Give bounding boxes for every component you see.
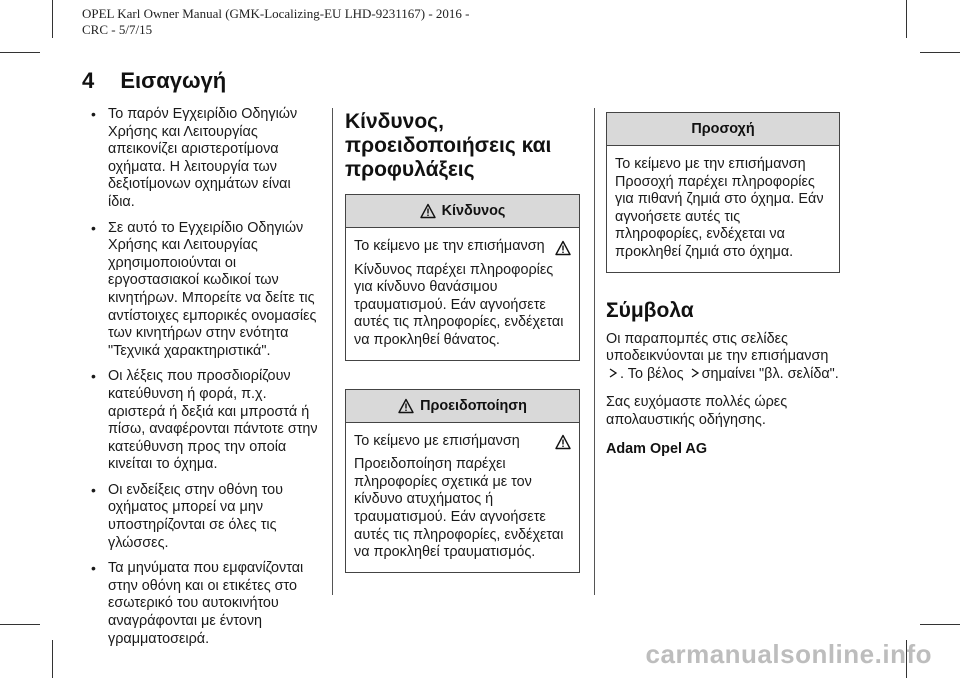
symbols-text-c: σημαίνει "βλ. σελίδα". <box>701 365 839 382</box>
warning-box <box>345 389 580 573</box>
arrow-right-icon <box>690 368 700 378</box>
warning-triangle-icon <box>555 434 571 450</box>
caution-box-body <box>607 146 839 272</box>
crop-mark-top-left-vertical <box>52 0 53 38</box>
bullet-text: Το παρόν Εγχειρίδιο Οδηγιών Χρήσης και Λειτουργίας απεικονίζει αριστεροτίμονα οχήματα. Η λειτουργία των δεξιοτίμονων οχημάτων είναι ίδια. <box>108 106 298 210</box>
list-item <box>88 560 320 648</box>
danger-box-title: Κίνδυνος <box>441 203 506 219</box>
print-meta-header <box>82 6 470 38</box>
column-2 <box>345 110 580 573</box>
danger-box-line-1: Το κείμενο με την επισήμανση <box>354 238 545 254</box>
crop-mark-bottom-right-horizontal <box>920 624 960 625</box>
bullet-icon: • <box>91 219 96 236</box>
column-1 <box>88 106 320 656</box>
print-meta-line-1: OPEL Karl Owner Manual (GMK-Localizing-EU LHD-9231167) - 2016 - <box>82 6 470 21</box>
bullet-icon: • <box>91 481 96 498</box>
danger-box-body <box>346 228 579 360</box>
danger-box-first-line <box>354 238 571 256</box>
signoff: Adam Opel AG <box>606 440 708 457</box>
warning-box-title: Προειδοποίηση <box>420 397 527 414</box>
list-item <box>88 368 320 474</box>
warning-box-header <box>346 390 579 423</box>
crop-mark-top-right-vertical <box>906 0 907 38</box>
warning-triangle-icon <box>555 240 571 256</box>
danger-box-header <box>346 195 579 228</box>
page-title <box>82 68 226 94</box>
bullet-text: Οι λέξεις που προσδιορίζουν κατεύθυνση ή φορά, π.χ. αριστερά ή δεξιά και μπροστά ή πίσω, αναφέρονται πάντοτε στην κατεύθυνση προς την οποία κινείται το όχημα. <box>108 368 318 473</box>
list-item <box>88 106 320 212</box>
print-meta-line-2: CRC - 5/7/15 <box>82 22 153 37</box>
watermark-text: carmanualsonline.info <box>645 639 932 669</box>
warning-box-line-1: Το κείμενο με επισήμανση <box>354 432 520 449</box>
danger-box-text: Κίνδυνος παρέχει πληροφορίες για κίνδυνο θανάσιμου τραυματισμού. Εάν αγνοήσετε αυτές τις πληροφορίες, ενδέχεται να προκληθεί θάνατος. <box>354 261 564 348</box>
caution-box <box>606 112 840 273</box>
warning-box-body <box>346 423 579 572</box>
arrow-right-icon <box>608 368 618 378</box>
warning-triangle-icon <box>420 203 436 219</box>
caution-box-text: Το κείμενο με την επισήμανση Προσοχή παρέχει πληροφορίες για πιθανή ζημιά στο όχημα. Εάν αγνοήσετε αυτές τις πληροφορίες, ενδέχεται να προκληθεί ζημιά στο όχημα. <box>615 156 824 260</box>
column-divider-right <box>594 108 595 595</box>
column-3 <box>606 112 840 457</box>
crop-mark-bottom-left-horizontal <box>0 624 40 625</box>
column-divider-left <box>332 108 333 595</box>
symbols-text-b: . Το βέλος <box>620 365 684 382</box>
danger-box <box>345 194 580 361</box>
symbols-paragraph <box>606 331 840 384</box>
caution-box-title: Προσοχή <box>691 121 755 137</box>
warning-box-first-line <box>354 433 571 451</box>
warning-box-text: Προειδοποίηση παρέχει πληροφορίες σχετικά με τον κίνδυνο ατυχήματος ή τραυματισμού. Εάν αγνοήσετε αυτές τις πληροφορίες, ενδέχεται να προκληθεί τραυματισμός. <box>354 456 564 561</box>
bullet-text: Οι ενδείξεις στην οθόνη του οχήματος μπορεί να μην υποστηρίζονται σε όλες τις γλώσσες. <box>108 481 283 551</box>
intro-bullet-list <box>88 106 320 648</box>
bullet-icon: • <box>91 368 96 385</box>
page-number: 4 <box>82 68 95 93</box>
section-title-symbols: Σύμβολα <box>606 298 694 322</box>
bullet-icon: • <box>91 106 96 122</box>
caution-box-header <box>607 113 839 146</box>
bullet-text: Τα μηνύματα που εμφανίζονται στην οθόνη και οι ετικέτες στο εσωτερικό του αυτοκινήτου αναγράφονται με έντονη γραμματοσειρά. <box>108 560 304 647</box>
symbols-text-a: Οι παραπομπές στις σελίδες υποδεικνύονται με την επισήμανση <box>606 330 829 365</box>
thanks-paragraph: Σας ευχόμαστε πολλές ώρες απολαυστικής οδήγησης. <box>606 394 788 428</box>
warning-triangle-icon <box>398 398 414 414</box>
chapter-title: Εισαγωγή <box>120 68 227 93</box>
bullet-text: Σε αυτό το Εγχειρίδιο Οδηγιών Χρήσης και Λειτουργίας χρησιμοποιούνται οι εργοστασιακοί κωδικοί των κινητήρων. Μπορείτε να δείτε τις αντίστοιχες εμπορικές ονομασίες των κινητήρων στην ενότητα "Τεχνικά χαρακτηριστικά". <box>108 219 317 359</box>
list-item <box>88 220 320 361</box>
crop-mark-top-right-horizontal <box>920 52 960 53</box>
crop-mark-bottom-left-vertical <box>52 640 53 678</box>
section-title-hazards: Κίνδυνος, προειδοποιήσεις και προφυλάξεις <box>345 110 552 181</box>
list-item <box>88 482 320 552</box>
crop-mark-top-left-horizontal <box>0 52 40 53</box>
bullet-icon: • <box>91 560 96 577</box>
